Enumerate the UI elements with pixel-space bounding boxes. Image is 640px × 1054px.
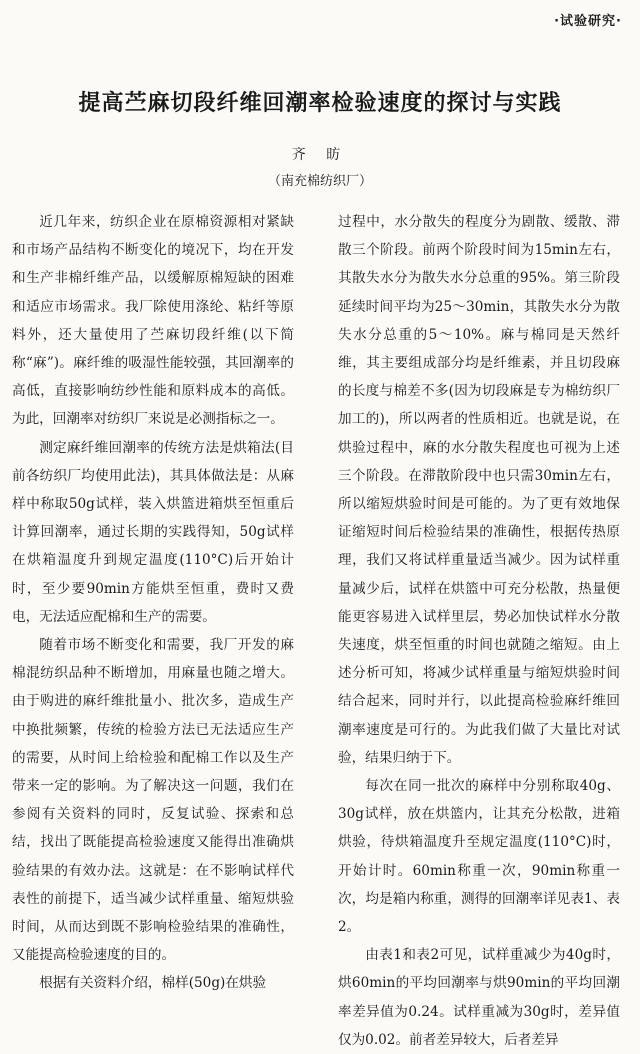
paragraph: 过程中，水分散失的程度分为剧散、缓散、滞散三个阶段。前两个阶段时间为15min左右，其散失水分为散失水分总重的95%。第三阶段延续时间平均为25～30min，其散失水分为散失水分总重的5～10%。麻与棉同是天然纤维，其主要组成部分均是纤维素，并且切段麻的长度与棉差不多(因为切段麻是专为棉纺织厂加工的)，所以两者的性质相近。也就是说，在烘验过程中，麻的水分散失程度也可视为上述三个阶段。在滞散阶段中也只需30min左右，所以缩短烘验时间是可能的。为了更有效地保证缩短时间后检验结果的准确性，根据传热原理，我们又将试样重量适当减少。因为试样重量减少后，试样在烘篮中可充分松散，热量便能更容易进入试样里层，势必加快试样水分散失速度，烘至恒重的时间也就随之缩短。由上述分析可知，将减少试样重量与缩短烘验时间结合起来，同时并行，以此提高检验麻纤维回潮率速度是可行的。为此我们做了大量比对试验，结果归纳于下。: [338, 214, 620, 766]
section-tag: ·试验研究·: [554, 14, 622, 29]
left-column: [12, 208, 294, 994]
paragraph: 测定麻纤维回潮率的传统方法是烘箱法(目前各纺织厂均使用此法)，其具体做法是：从麻样中称取50g试样，装入烘篮进箱烘至恒重后计算回潮率，通过长期的实践得知，50g试样在烘箱温度升到规定温度(110°C)后开始计时，至少要90min方能烘至恒重，费时又费电，无法适应配棉和生产的需要。: [12, 439, 294, 625]
paragraph: 根据有关资料介绍，棉样(50g)在烘验: [39, 975, 267, 992]
article-affiliation: （南充棉纺织厂）: [267, 174, 372, 189]
article-author: 齐 昉: [291, 147, 349, 163]
article-title: 提高苎麻切段纤维回潮率检验速度的探讨与实践: [78, 90, 562, 116]
paragraph: 近几年来，纺织企业在原棉资源相对紧缺和市场产品结构不断变化的境况下，均在开发和生产非棉纤维产品，以缓解原棉短缺的困难和适应市场需求。我厂除使用涤纶、粘纤等原料外，还大量使用了苎麻切段纤维(以下简称“麻”)。麻纤维的吸湿性能较强，其回潮率的高低，直接影响纺纱性能和原料成本的高低。为此，回潮率对纺织厂来说是必测指标之一。: [12, 214, 294, 428]
right-column: [338, 208, 620, 1048]
paragraph: 每次在同一批次的麻样中分别称取40g、30g试样，放在烘篮内，让其充分松散，进箱烘验，待烘箱温度升至规定温度(110°C)时，开始计时。60min称重一次，90min称重一次，均是箱内称重，测得的回潮率详见表1、表2。: [338, 778, 620, 936]
paragraph: 随着市场不断变化和需要，我厂开发的麻棉混纺织品种不断增加，用麻量也随之增大。由于购进的麻纤维批量小、批次多，造成生产中换批频繁，传统的检验方法已无法适应生产的需要，从时间上给检验和配棉工作以及生产带来一定的影响。为了解决这一问题，我们在参阅有关资料的同时，反复试验、探索和总结，找出了既能提高检验速度又能得出准确烘验结果的有效办法。这就是：在不影响试样代表性的前提下，适当减少试样重量、缩短烘验时间，从而达到既不影响检验结果的准确性，又能提高检验速度的目的。: [12, 637, 294, 964]
paragraph: 由表1和表2可见，试样重减少为40g时，烘60min的平均回潮率与烘90min的平均回潮率差异值为0.24。试样重减为30g时，差异值仅为0.02。前者差异较大，后者差异: [338, 947, 620, 1048]
